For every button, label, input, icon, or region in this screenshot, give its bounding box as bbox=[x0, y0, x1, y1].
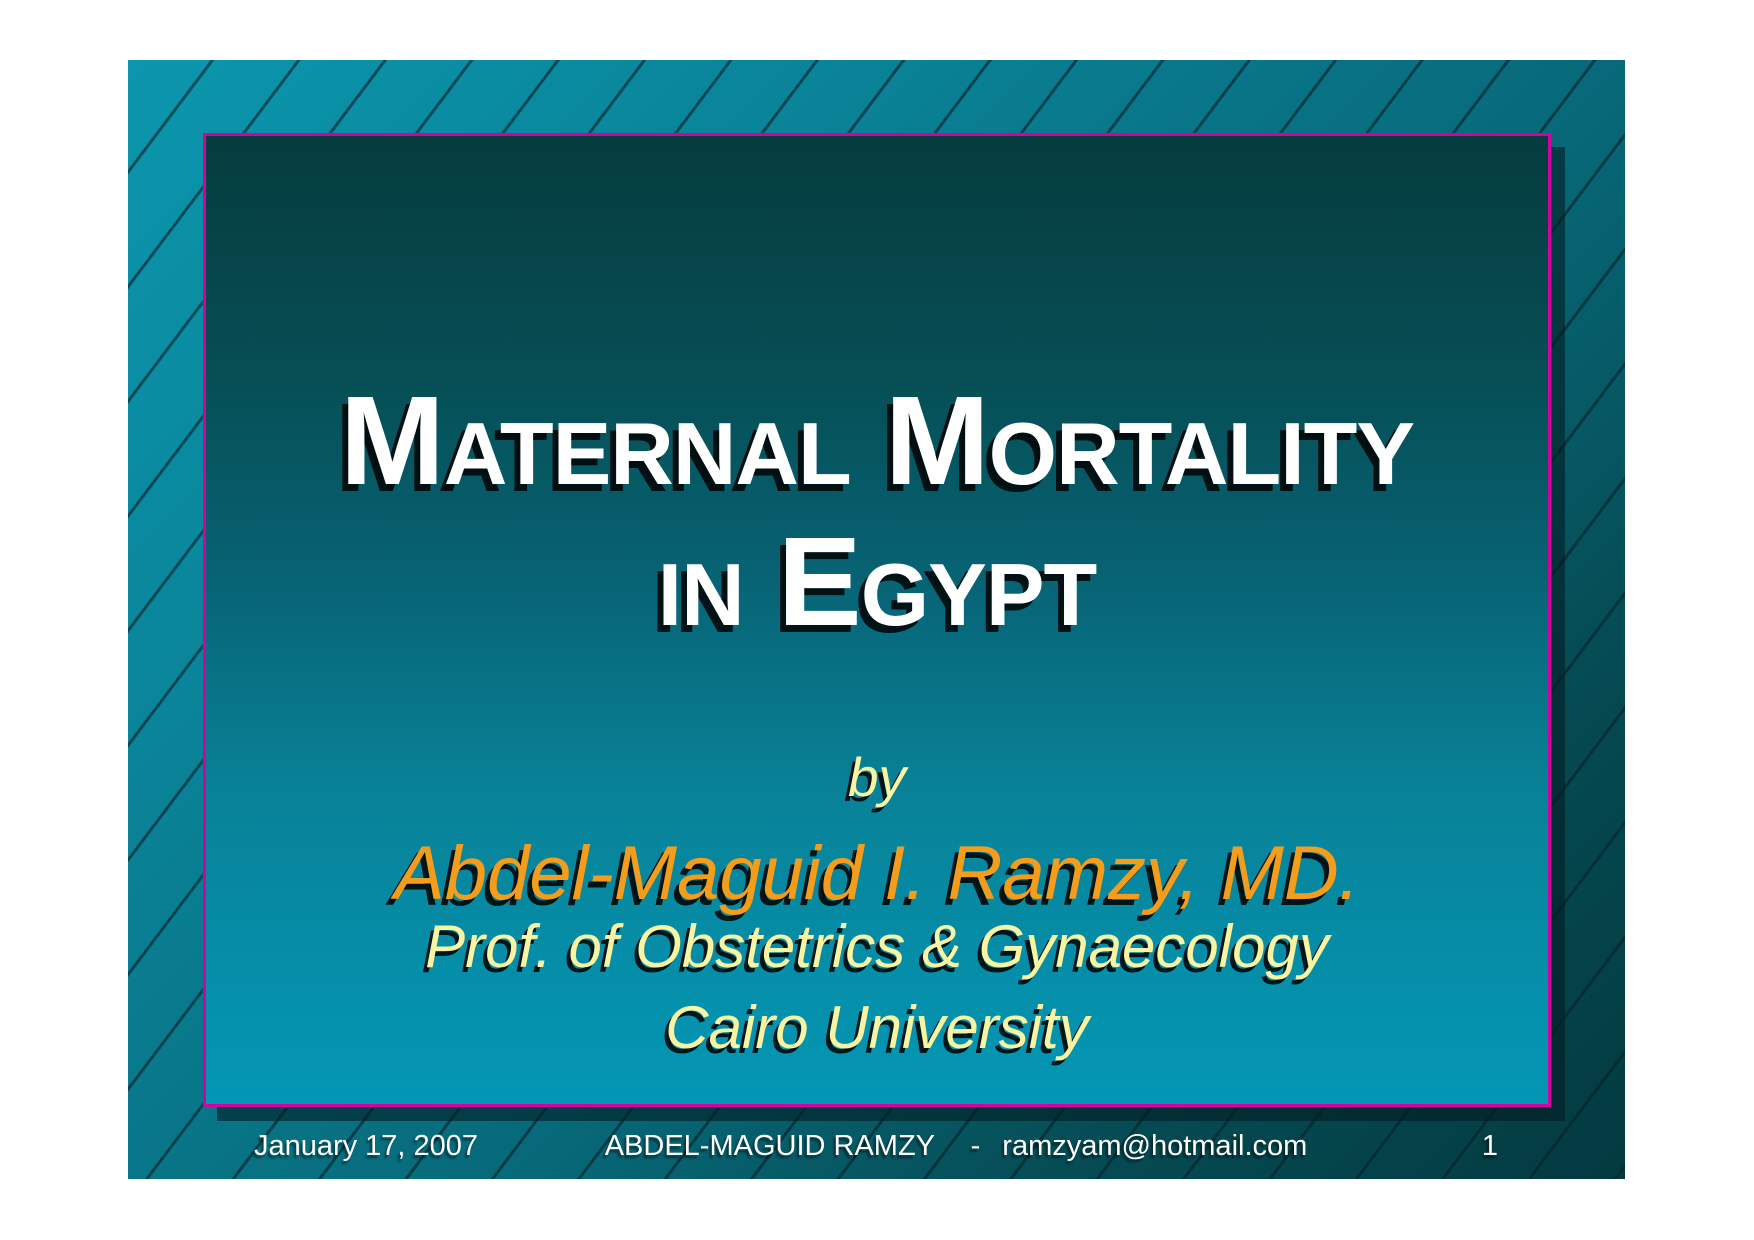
slide bbox=[203, 133, 1551, 1107]
footer-separator: - bbox=[970, 1130, 981, 1162]
slide-title bbox=[206, 370, 1548, 652]
footer-date: January 17, 2007 bbox=[253, 1130, 479, 1162]
title-line-2: in Egypt bbox=[657, 511, 1097, 652]
byline: by bbox=[847, 746, 907, 808]
presentation-background bbox=[128, 60, 1625, 1179]
footer-credit bbox=[605, 1132, 1308, 1161]
author-name: Abdel-Maguid I. Ramzy, MD. bbox=[394, 831, 1360, 916]
title-line-1: Maternal Mortality bbox=[339, 370, 1415, 511]
affiliation-university: Cairo University bbox=[665, 994, 1089, 1061]
affiliation-title: Prof. of Obstetrics & Gynaecology bbox=[425, 913, 1329, 980]
slide-number: 1 bbox=[1481, 1130, 1499, 1162]
footer-email: ramzyam@hotmail.com bbox=[1002, 1130, 1308, 1162]
footer-presenter-name: ABDEL-MAGUID RAMZY bbox=[604, 1130, 935, 1162]
